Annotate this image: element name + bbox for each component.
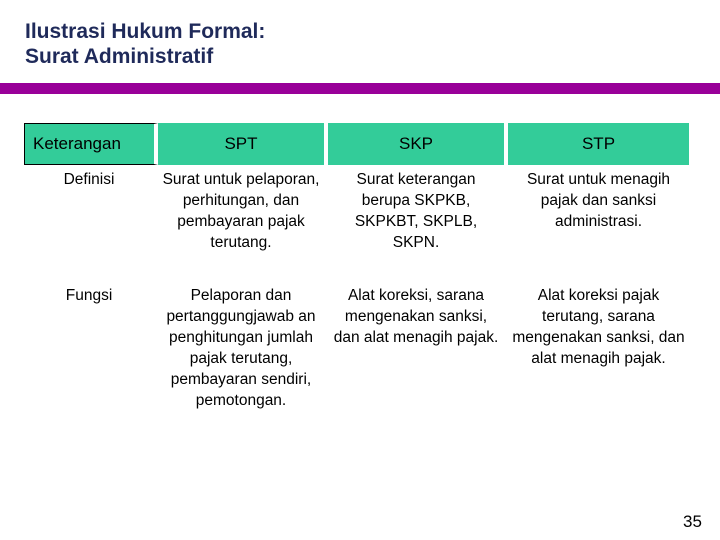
slide-title bbox=[25, 19, 265, 69]
cell-definisi-spt: Surat untuk pelaporan, perhitungan, dan pembayaran pajak terutang. bbox=[158, 165, 328, 281]
cell-fungsi-stp: Alat koreksi pajak terutang, sarana mengenakan sanksi, dan alat menagih pajak. bbox=[512, 287, 685, 367]
table-header-row bbox=[24, 123, 689, 165]
page-number: 35 bbox=[683, 512, 702, 531]
header-keterangan: Keterangan bbox=[24, 123, 158, 165]
row-label-fungsi: Fungsi bbox=[24, 281, 158, 471]
slide-title-line-1: Ilustrasi Hukum Formal: bbox=[25, 20, 266, 43]
cell-definisi-stp: Surat untuk menagih pajak dan sanksi administrasi. bbox=[526, 171, 671, 230]
table-row-definisi bbox=[24, 165, 689, 281]
comparison-table bbox=[24, 123, 689, 471]
cell-fungsi-spt: Pelaporan dan pertanggungjawab an penghitungan jumlah pajak terutang, pembayaran sendiri, pemotongan. bbox=[158, 281, 328, 471]
row-label-definisi: Definisi bbox=[24, 165, 158, 281]
accent-divider-bar bbox=[0, 83, 720, 94]
cell-definisi-skp: Surat keterangan berupa SKPKB, SKPKBT, SKPLB, SKPN. bbox=[328, 165, 508, 281]
header-skp: SKP bbox=[328, 123, 508, 165]
table-row-fungsi bbox=[24, 281, 689, 471]
header-spt: SPT bbox=[158, 123, 328, 165]
slide-title-line-2: Surat Administratif bbox=[25, 45, 214, 68]
cell-fungsi-skp: Alat koreksi, sarana mengenakan sanksi, dan alat menagih pajak. bbox=[328, 281, 508, 471]
header-stp: STP bbox=[508, 123, 689, 165]
